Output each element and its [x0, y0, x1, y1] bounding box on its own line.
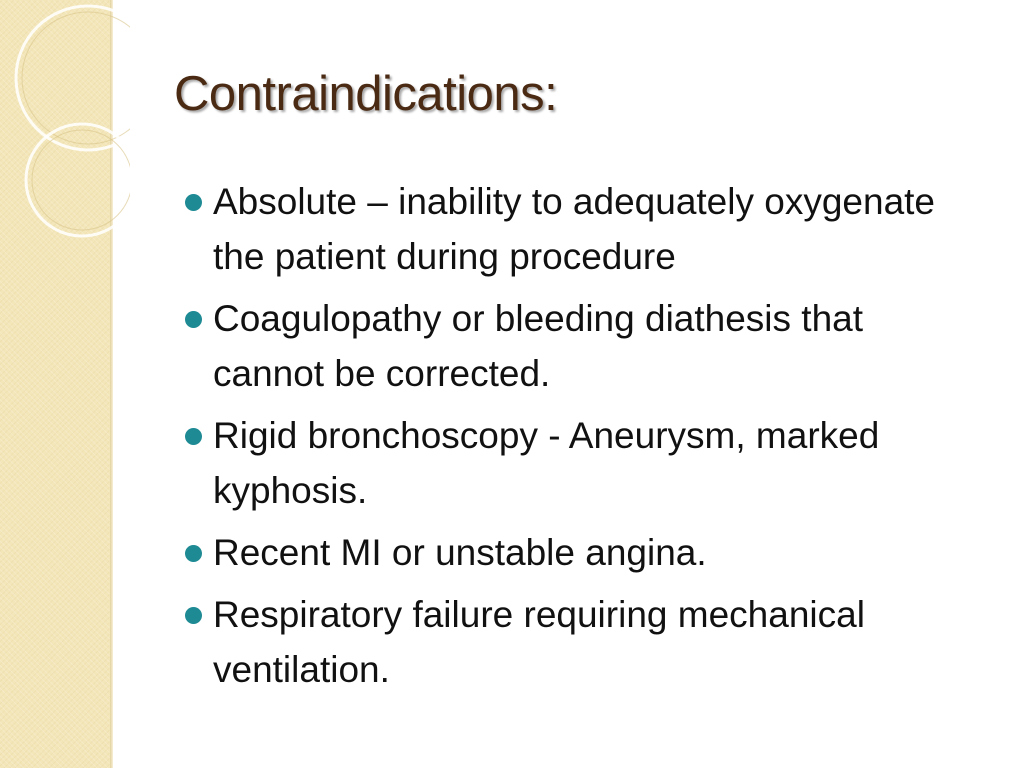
bullet-text: Rigid bronchoscopy - Aneurysm, marked kyphosis. — [213, 415, 880, 511]
decorative-rings — [0, 0, 130, 260]
bullet-item — [183, 291, 983, 401]
bullet-dot-icon — [185, 311, 202, 328]
bullet-text: Coagulopathy or bleeding diathesis that cannot be corrected. — [213, 298, 864, 394]
lower-ring — [26, 124, 130, 236]
bullet-text: Absolute – inability to adequately oxygenate the patient during procedure — [213, 181, 936, 277]
bullet-text: Recent MI or unstable angina. — [213, 532, 707, 573]
bullet-text: Respiratory failure requiring mechanical ventilation. — [213, 594, 865, 690]
bullet-dot-icon — [185, 607, 202, 624]
bullet-dot-icon — [185, 194, 202, 211]
bullet-item — [183, 525, 983, 580]
slide-title: Contraindications: — [174, 67, 558, 121]
bullet-dot-icon — [185, 428, 202, 445]
bullet-list — [183, 174, 983, 704]
bullet-item — [183, 587, 983, 697]
upper-ring — [16, 6, 130, 150]
bullet-item — [183, 408, 983, 518]
bullet-item — [183, 174, 983, 284]
bullet-dot-icon — [185, 545, 202, 562]
